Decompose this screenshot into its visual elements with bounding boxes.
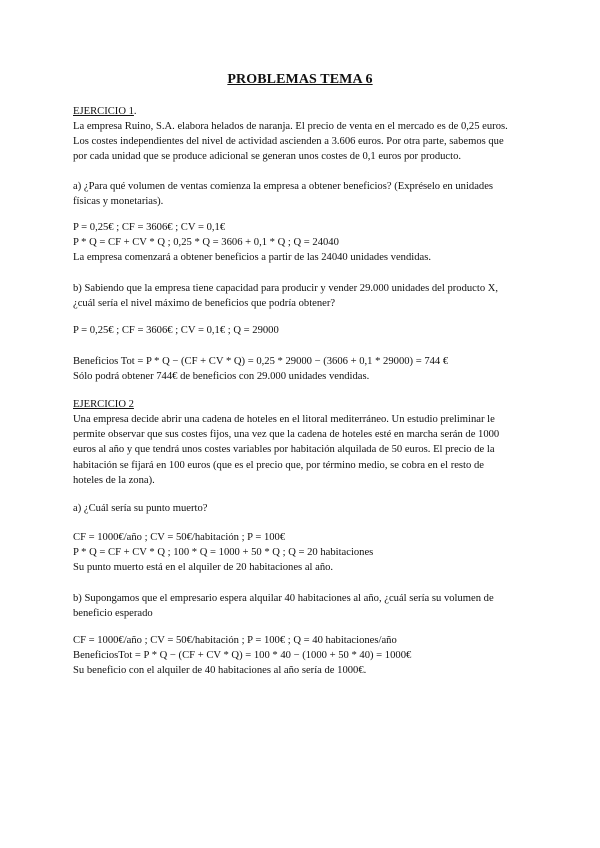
ej1-question-a	[73, 179, 533, 209]
ej1-answer-b-data	[73, 323, 533, 338]
page-title: PROBLEMAS TEMA 6	[227, 72, 373, 87]
ej2-a-conclusion: Su punto muerto está en el alquiler de 20 habitaciones al año.	[73, 562, 334, 574]
ej1-b-data: P = 0,25€ ; CF = 3606€ ; CV = 0,1€ ; Q = 29000	[73, 325, 279, 336]
ej1-qa-line-1: a) ¿Para qué volumen de ventas comienza la empresa a obtener beneficios? (Expréselo en unidades	[73, 181, 494, 192]
ej2-intro-line-5: hoteles de la zona).	[73, 474, 155, 486]
exercise-1-header	[73, 104, 533, 119]
ej1-b-equation: Beneficios Tot = P * Q − (CF + CV * Q) = 0,25 * 29000 − (3606 + 0,1 * 29000) = 744 €	[73, 356, 449, 367]
ej1-qa-line-2: físicas y monetarias).	[73, 196, 164, 208]
exercise-1-heading: EJERCICIO 1	[73, 106, 134, 117]
ej2-question-b	[73, 591, 533, 621]
ej2-intro-line-4: habitación se fijará en 100 euros (que es el precio que, por término medio, se cobra en el resto de	[73, 459, 484, 471]
exercise-1-intro	[73, 119, 533, 165]
exercise-2-intro	[73, 412, 533, 488]
ej1-a-data: P = 0,25€ ; CF = 3606€ ; CV = 0,1€	[73, 222, 226, 233]
ej2-b-data: CF = 1000€/año ; CV = 50€/habitación ; P = 100€ ; Q = 40 habitaciones/año	[73, 635, 397, 646]
ej1-b-conclusion: Sólo podrá obtener 744€ de beneficios con 29.000 unidades vendidas.	[73, 371, 370, 383]
ej2-b-conclusion: Su beneficio con el alquiler de 40 habitaciones al año sería de 1000€.	[73, 665, 367, 677]
exercise-2-heading-line	[73, 397, 533, 412]
ej1-answer-a	[73, 220, 533, 266]
ej2-qa-line: a) ¿Cuál sería su punto muerto?	[73, 503, 208, 514]
ej2-intro-line-3: euros al año y que tendrá unos costes variables por habitación alquilada de 50 euros. El precio de la	[73, 444, 495, 456]
ej1-intro-line-3: por cada unidad que se produce adicional se generan unos costes de 0,1 euros por producto.	[73, 151, 462, 163]
exercise-2-heading: EJERCICIO 2	[73, 399, 134, 410]
ej2-answer-a	[73, 530, 533, 576]
ej2-a-data: CF = 1000€/año ; CV = 50€/habitación ; P = 100€	[73, 532, 286, 543]
ej1-a-conclusion: La empresa comenzará a obtener beneficios a partir de las 24040 unidades vendidas.	[73, 252, 431, 264]
ej2-qb-line-2: beneficio esperado	[73, 608, 153, 620]
ej1-a-equation: P * Q = CF + CV * Q ; 0,25 * Q = 3606 + 0,1 * Q ; Q = 24040	[73, 237, 339, 249]
ej2-intro-line-2: permite observar que sus costes fijos, una vez que la cadena de hoteles esté en marcha serán de 1000	[73, 429, 500, 441]
exercise-1-heading-line: EJERCICIO 1.	[73, 106, 137, 117]
ej1-qb-line-1: b) Sabiendo que la empresa tiene capacidad para producir y vender 29.000 unidades del producto X,	[73, 283, 499, 294]
ej1-question-b	[73, 281, 533, 311]
ej2-question-a	[73, 501, 533, 516]
ej1-answer-b	[73, 354, 533, 384]
ej1-intro-line-1: La empresa Ruino, S.A. elabora helados de naranja. El precio de venta en el mercado es de 0,25 euros.	[73, 121, 508, 132]
ej2-qb-line-1: b) Supongamos que el empresario espera alquilar 40 habitaciones al año, ¿cuál sería su volumen de	[73, 593, 494, 604]
exercise-2-header	[73, 397, 533, 412]
ej2-a-equation: P * Q = CF + CV * Q ; 100 * Q = 1000 + 50 * Q ; Q = 20 habitaciones	[73, 547, 374, 559]
ej1-qb-line-2: ¿cuál sería el nivel máximo de beneficios que podría obtener?	[73, 298, 336, 310]
ej2-intro-line-1: Una empresa decide abrir una cadena de hoteles en el litoral mediterráneo. Un estudio preliminar le	[73, 414, 495, 425]
ej2-b-equation: BeneficiosTot = P * Q − (CF + CV * Q) = 100 * 40 − (1000 + 50 * 40) = 1000€	[73, 650, 412, 662]
ej2-answer-b	[73, 633, 533, 679]
ej1-intro-line-2: Los costes independientes del nivel de actividad ascienden a 3.606 euros. Por otra parte, sabemos que	[73, 136, 504, 148]
